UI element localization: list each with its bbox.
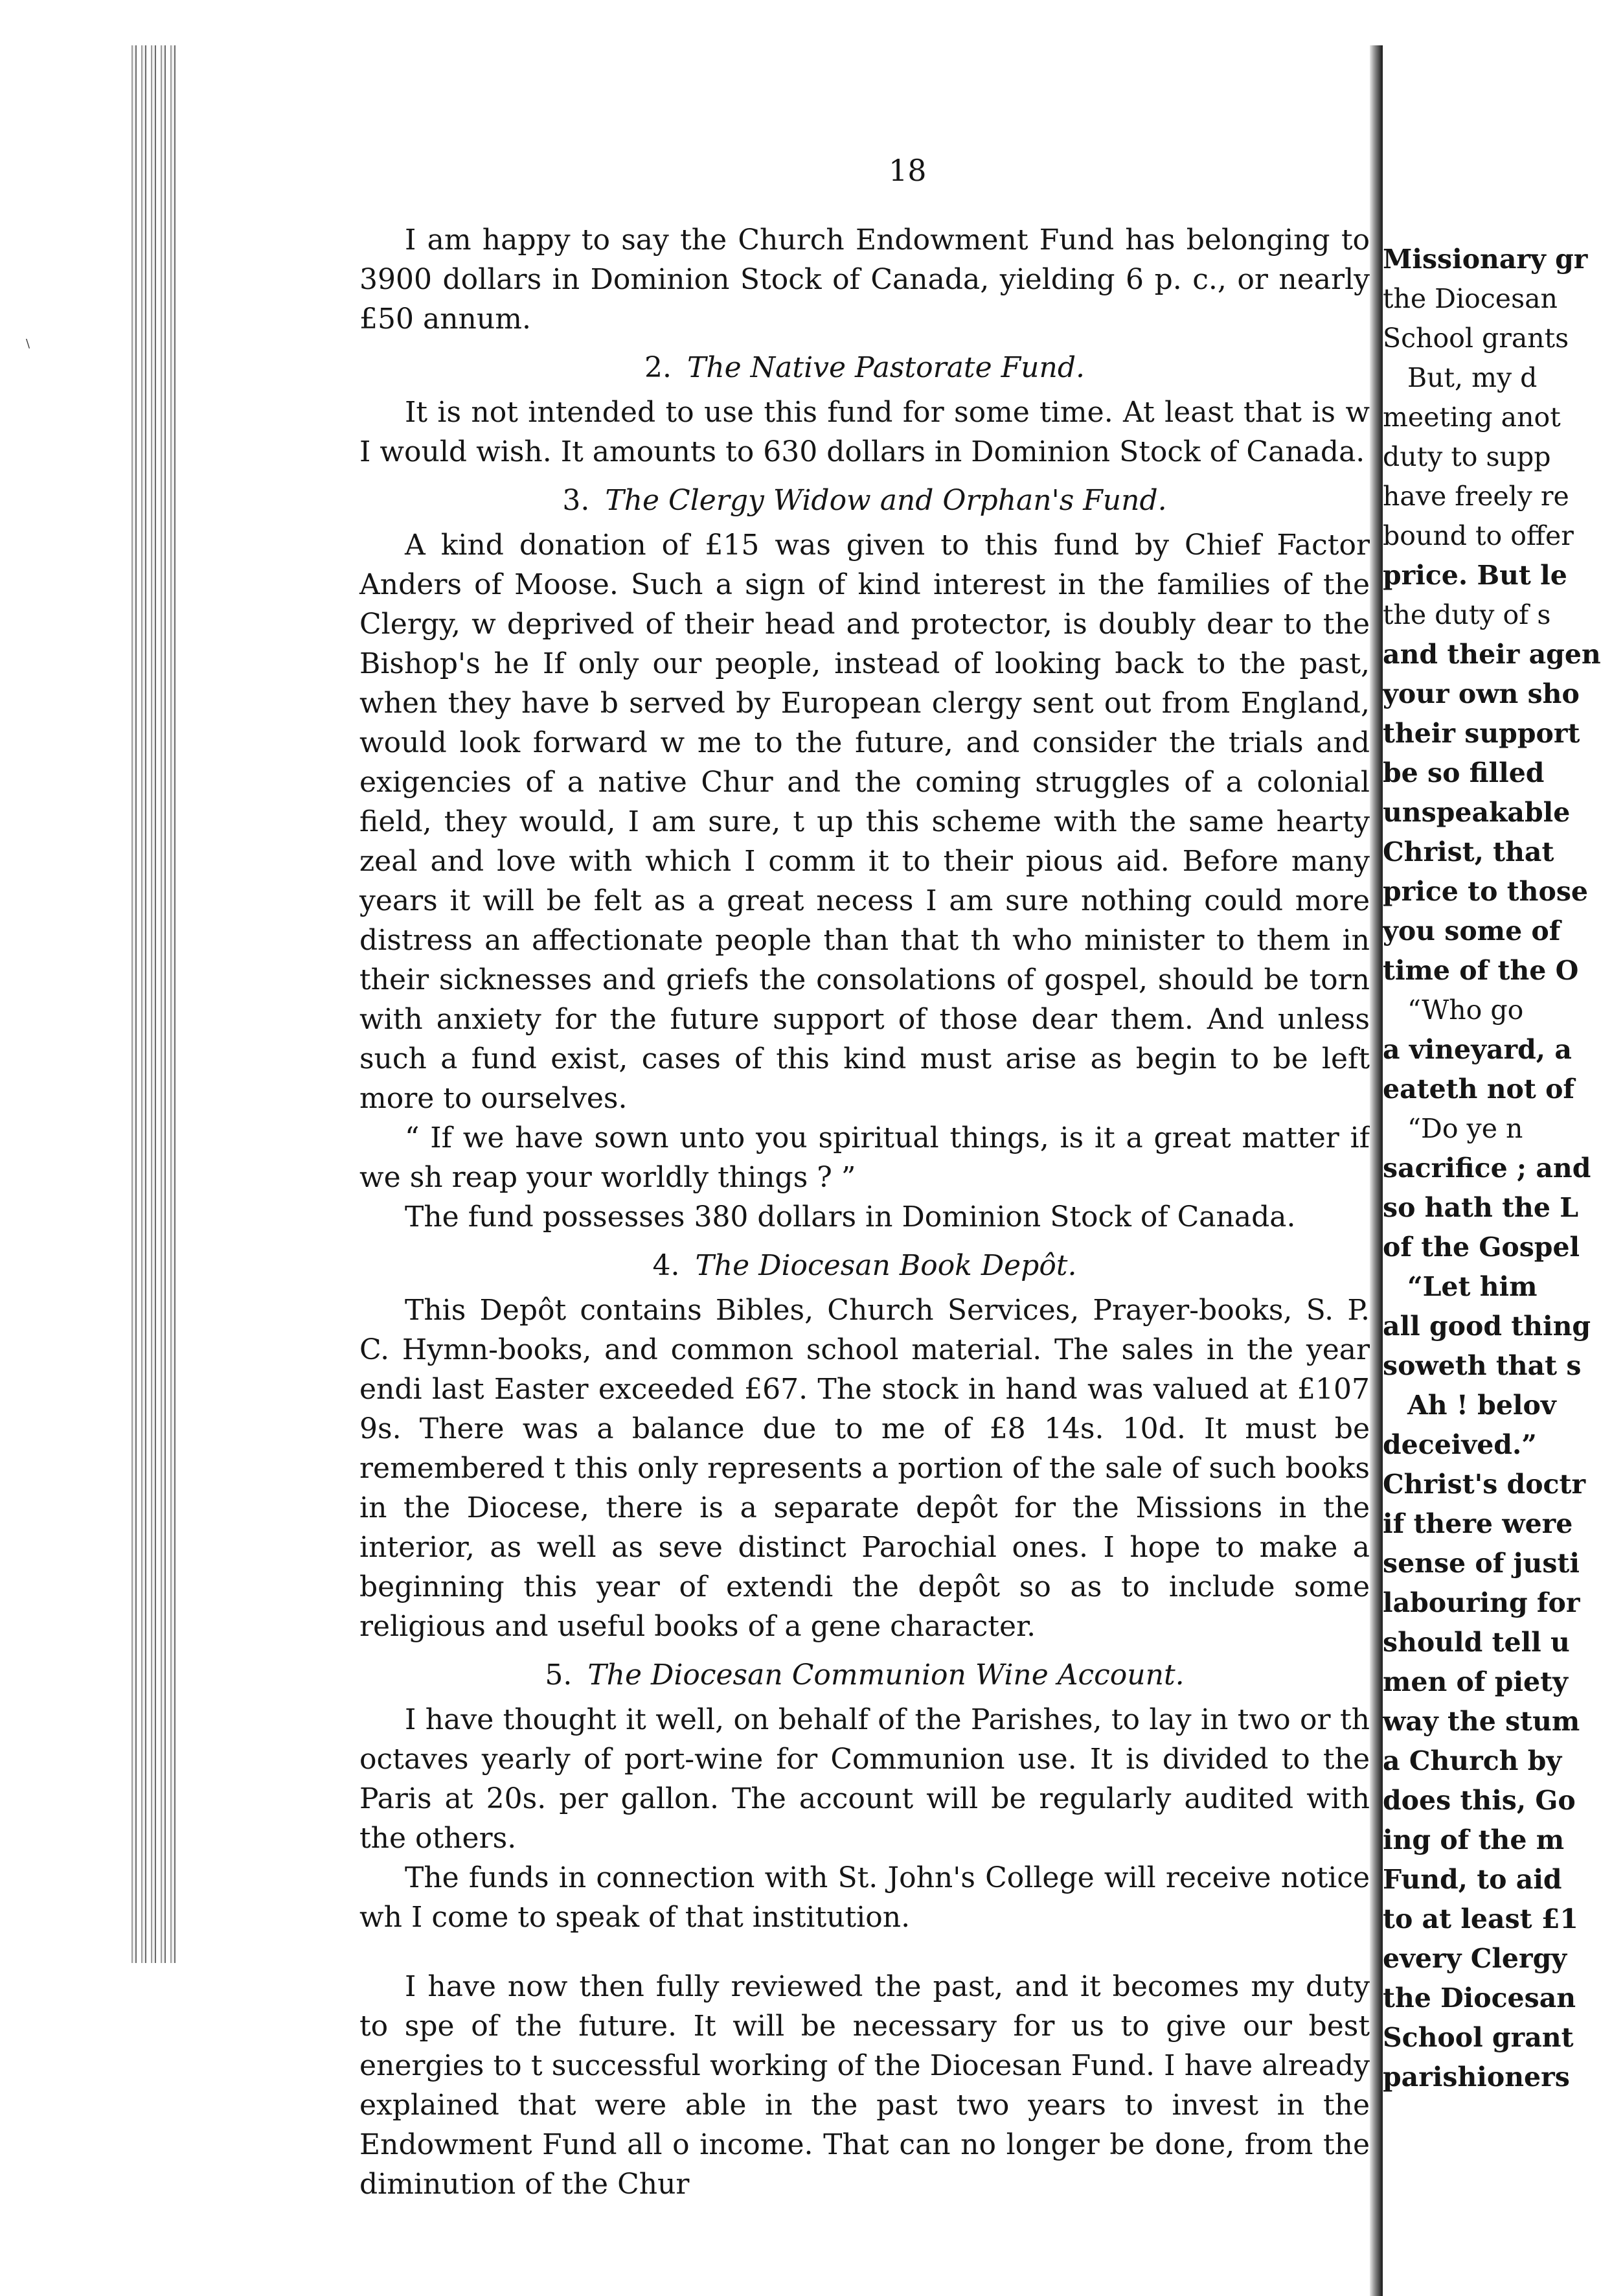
paragraph: The funds in connection with St. John's College will receive notice wh I come to speak of that institution.	[359, 1861, 1370, 1934]
facing-line: time of the O	[1383, 955, 1579, 986]
facing-line: the duty of s	[1383, 599, 1551, 630]
facing-line: the Diocesan	[1383, 283, 1558, 314]
facing-line: Christ's doctr	[1383, 1469, 1586, 1500]
book-gutter	[1370, 45, 1383, 2296]
facing-line: of the Gospel	[1383, 1232, 1580, 1263]
section-number: 2.	[644, 351, 672, 384]
paragraph: The fund possesses 380 dollars in Dominion Stock of Canada.	[405, 1200, 1296, 1234]
facing-line: bound to offer	[1383, 520, 1574, 551]
main-text-column	[359, 220, 1370, 2204]
facing-line: Fund, to aid	[1383, 1864, 1562, 1895]
facing-line: all good thing	[1383, 1311, 1591, 1342]
facing-line: have freely re	[1383, 481, 1569, 512]
section-number: 4.	[652, 1249, 680, 1282]
facing-line: be so filled	[1383, 757, 1545, 788]
facing-line: if there were	[1383, 1508, 1573, 1539]
facing-line: School grant	[1383, 2022, 1574, 2053]
facing-line: eateth not of	[1383, 1073, 1575, 1105]
facing-line: the Diocesan	[1383, 1982, 1576, 2014]
section-title: The Clergy Widow and Orphan's Fund.	[605, 484, 1167, 517]
section-title: The Diocesan Book Depôt.	[695, 1249, 1077, 1282]
facing-line: way the stum	[1383, 1706, 1580, 1737]
paragraph: A kind donation of £15 was given to this fund by Chief Factor Anders of Moose. Such a sign of kind interest in the families of the Clergy, w deprived of their head and protector, is doubly dear to the Bishop's he If only our people, instead of looking back to the past, when they have b served by European clergy sent out from England, would look forward w me to the future, and consider the trials and exigencies of a native Chur and the coming struggles of a colonial field, they would, I am sure, t up this scheme with the same hearty zeal and love with which I comm it to their pious aid. Before many years it will be felt as a great necess I am sure nothing could more distress an affectionate people than that th who minister to them in their sicknesses and griefs the consolations of gospel, should be torn with anxiety for the future support of those dear them. And unless such a fund exist, cases of this kind must arise as begin to be left more to ourselves.	[359, 529, 1370, 1115]
facing-line: But, my d	[1407, 362, 1538, 393]
section-number: 3.	[562, 484, 590, 517]
facing-line: soweth that s	[1383, 1350, 1582, 1381]
page-number: 18	[889, 153, 927, 188]
facing-line: price to those	[1383, 876, 1588, 907]
facing-line: deceived.”	[1383, 1429, 1537, 1460]
scan-speck: \	[26, 337, 30, 350]
facing-line: labouring for	[1383, 1587, 1580, 1618]
paragraph: I have thought it well, on behalf of the Parishes, to lay in two or th octaves yearly of port-wine for Communion use. It is divided to the Paris at 20s. per gallon. The account will be regularly audited with the others.	[359, 1703, 1370, 1855]
facing-line: to at least £1	[1383, 1903, 1578, 1934]
intro-paragraph: I am happy to say the Church Endowment Fund has belonging to 3900 dollars in Dominion Stock of Canada, yielding 6 p. c., or nearly £50 annum.	[359, 224, 1370, 336]
closing-paragraph: I have now then fully reviewed the past, and it becomes my duty to spe of the future. It will be necessary for us to give our best energies to t successful working of the Diocesan Fund. I have already explained that were able in the past two years to invest in the Endowment Fund all o income. That can no longer be done, from the diminution of the Chur	[359, 1970, 1370, 2201]
page-edges	[127, 45, 179, 1963]
section-heading	[359, 481, 1370, 520]
facing-line: so hath the L	[1383, 1192, 1579, 1223]
facing-line: “Who go	[1407, 994, 1524, 1026]
facing-line: Missionary gr	[1383, 244, 1588, 275]
facing-line: sacrifice ; and	[1383, 1153, 1591, 1184]
section-heading	[359, 348, 1370, 387]
facing-line: should tell u	[1383, 1627, 1570, 1658]
paragraph: This Depôt contains Bibles, Church Services, Prayer-books, S. P. C. Hymn-books, and common school material. The sales in the year endi last Easter exceeded £67. The stock in hand was valued at £107 9s. There was a balance due to me of £8 14s. 10d. It must be remembered t this only represents a portion of the sale of such books in the Diocese, there is a separate depôt for the Missions in the interior, as well as seve distinct Parochial ones. I hope to make a beginning this year of extendi the depôt so as to include some religious and useful books of a gene character.	[359, 1294, 1370, 1643]
facing-page-column	[1383, 240, 1601, 2097]
facing-line: a vineyard, a	[1383, 1034, 1572, 1065]
section-heading	[359, 1246, 1370, 1285]
section-title: The Native Pastorate Fund.	[687, 351, 1085, 384]
facing-line: every Clergy	[1383, 1943, 1567, 1974]
facing-line: Ah ! belov	[1407, 1390, 1556, 1421]
facing-line: unspeakable	[1383, 797, 1571, 828]
facing-line: a Church by	[1383, 1745, 1562, 1776]
facing-line: price. But le	[1383, 560, 1567, 591]
paragraph: It is not intended to use this fund for some time. At least that is w I would wish. It amounts to 630 dollars in Dominion Stock of Canada.	[359, 396, 1370, 468]
facing-line: “Let him	[1407, 1271, 1538, 1302]
facing-line: duty to supp	[1383, 441, 1551, 472]
facing-line: “Do ye n	[1407, 1113, 1523, 1144]
facing-line: men of piety	[1383, 1666, 1568, 1697]
facing-line: and their agen	[1383, 639, 1601, 670]
section-number: 5.	[545, 1659, 573, 1692]
facing-line: Christ, that	[1383, 836, 1554, 867]
paragraph-gap	[359, 1937, 1370, 1967]
facing-line: your own sho	[1383, 678, 1580, 709]
facing-line: sense of justi	[1383, 1548, 1580, 1579]
facing-line: their support	[1383, 718, 1580, 749]
section-title: The Diocesan Communion Wine Account.	[587, 1659, 1185, 1692]
facing-line: parishioners	[1383, 2061, 1570, 2093]
facing-line: ing of the m	[1383, 1824, 1565, 1855]
facing-line: meeting anot	[1383, 402, 1561, 433]
scan-background	[0, 0, 130, 2296]
section-heading	[359, 1655, 1370, 1695]
facing-line: School grants	[1383, 323, 1569, 354]
facing-line: you some of	[1383, 915, 1561, 947]
facing-line: does this, Go	[1383, 1785, 1576, 1816]
scripture-quote: “ If we have sown unto you spiritual things, is it a great matter if we sh reap your worldly things ? ”	[359, 1121, 1370, 1194]
